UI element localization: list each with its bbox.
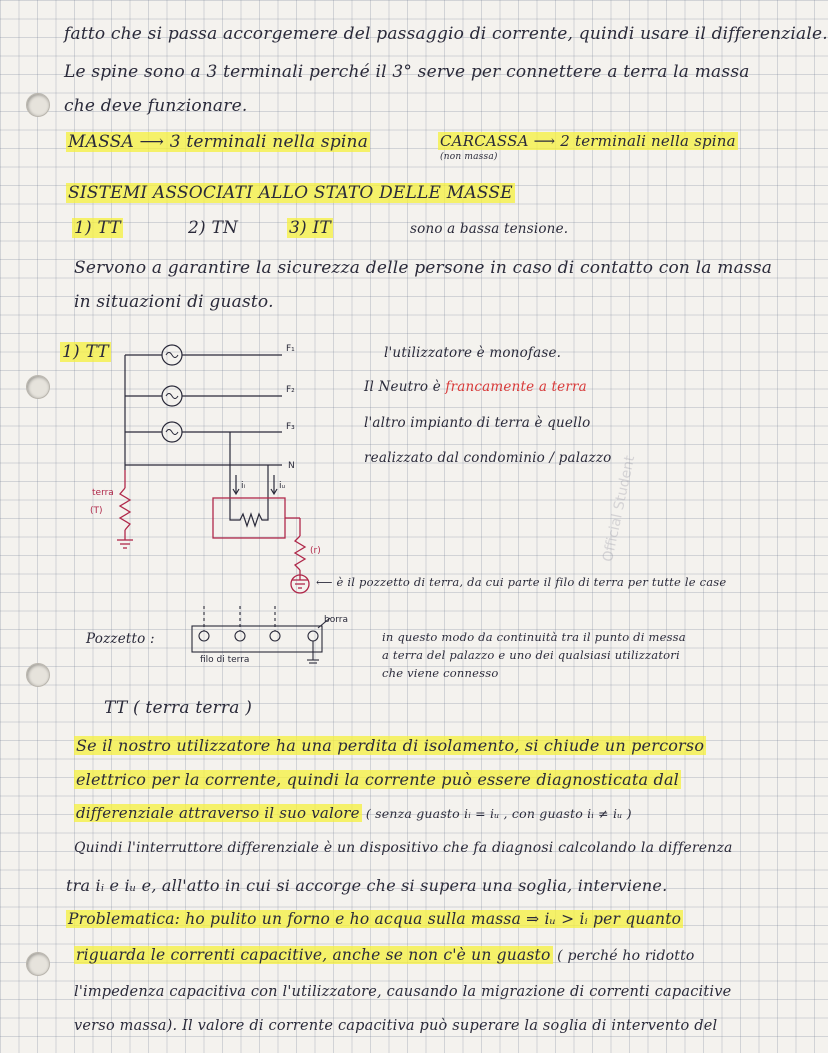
label-morsetto: borra [324,615,348,625]
label-f2: F₂ [286,385,295,395]
note-neutro-prefix: Il Neutro è [364,379,446,395]
tt-label: 1) TT [62,342,109,362]
text-line-1: fatto che si passa accorgemere del passaggio di corrente, quindi usare il differenziale. [64,24,828,44]
para-line-3-highlight: differenziale attraverso il suo valore [76,804,360,822]
para-line-3 [74,804,632,822]
sistemi-heading: SISTEMI ASSOCIATI ALLO STATO DELLE MASSE [68,183,513,203]
para-line-7-rest: ( perché ho ridotto [552,948,695,964]
tt-heading: TT ( terra terra ) [104,698,253,718]
label-ic: iᵢ [241,481,246,491]
para-line-7-highlight: riguarda le correnti capacitive, anche se non c'è un guasto [76,946,551,964]
para-line-6: Problematica: ho pulito un forno e ho acqua sulla massa ⇒ iᵤ > iᵢ per quanto [68,910,682,928]
note-neutro-red: francamente a terra [445,379,587,395]
item-tt: 1) TT [74,218,121,238]
pozzetto-note: ⟵ è il pozzetto di terra, da cui parte il filo di terra per tutte le case [316,575,727,589]
text-line-3: che deve funzionare. [64,96,248,116]
para-line-3-rest: ( senza guasto iᵢ = iᵤ , con guasto iᵢ ≠ iᵤ ) [361,806,632,821]
para-line-4: Quindi l'interruttore differenziale è un dispositivo che fa diagnosi calcolando la differenza [74,840,733,856]
para-line-1: Se il nostro utilizzatore ha una perdita di isolamento, si chiude un percorso [76,736,705,755]
carcassa-subnote: (non massa) [440,152,498,162]
pozzetto-label: Pozzetto : [86,631,155,647]
pozzetto-desc-1: in questo modo da continuità tra il punto di messa [382,630,686,644]
text-line-2: Le spine sono a 3 terminali perché il 3° serve per connettere a terra la massa [64,62,750,82]
note-condominio: realizzato dal condominio / palazzo [364,450,612,466]
para-line-7 [74,946,695,964]
note-impianto: l'altro impianto di terra è quello [364,415,591,431]
label-iu: iᵤ [279,481,286,491]
label-f1: F₁ [286,344,295,354]
servono-line-2: in situazioni di guasto. [74,292,274,312]
massa-note: MASSA ⟶ 3 terminali nella spina [68,132,369,152]
note-monofase: l'utilizzatore è monofase. [384,345,562,361]
watermark: Official Student [600,454,639,564]
label-terra: terra [92,488,114,498]
para-line-8: l'impedenza capacitiva con l'utilizzatore, causando la migrazione di correnti capacitive [74,984,732,1000]
para-line-9: verso massa). Il valore di corrente capacitiva può superare la soglia di intervento del [74,1018,718,1034]
para-line-2: elettrico per la corrente, quindi la corrente può essere diagnosticata dal [76,770,680,789]
carcassa-note: CARCASSA ⟶ 2 terminali nella spina [440,132,736,150]
label-filo-terra: filo di terra [200,655,250,665]
pozzetto-desc-2: a terra del palazzo e uno dei qualsiasi utilizzatori [382,648,680,662]
label-f3: F₃ [286,422,295,432]
item-it: 3) IT [289,218,331,238]
item-tn: 2) TN [188,218,239,238]
label-n: N [288,461,295,471]
bassa-tensione-note: sono a bassa tensione. [410,221,569,237]
label-t: (T) [90,506,103,516]
label-r: (r) [310,546,321,556]
servono-line-1: Servono a garantire la sicurezza delle persone in caso di contatto con la massa [74,258,773,278]
pozzetto-desc-3: che viene connesso [382,666,499,680]
para-line-5: tra iᵢ e iᵤ e, all'atto in cui si accorge che si supera una soglia, interviene. [66,876,668,895]
note-neutro [364,379,587,395]
